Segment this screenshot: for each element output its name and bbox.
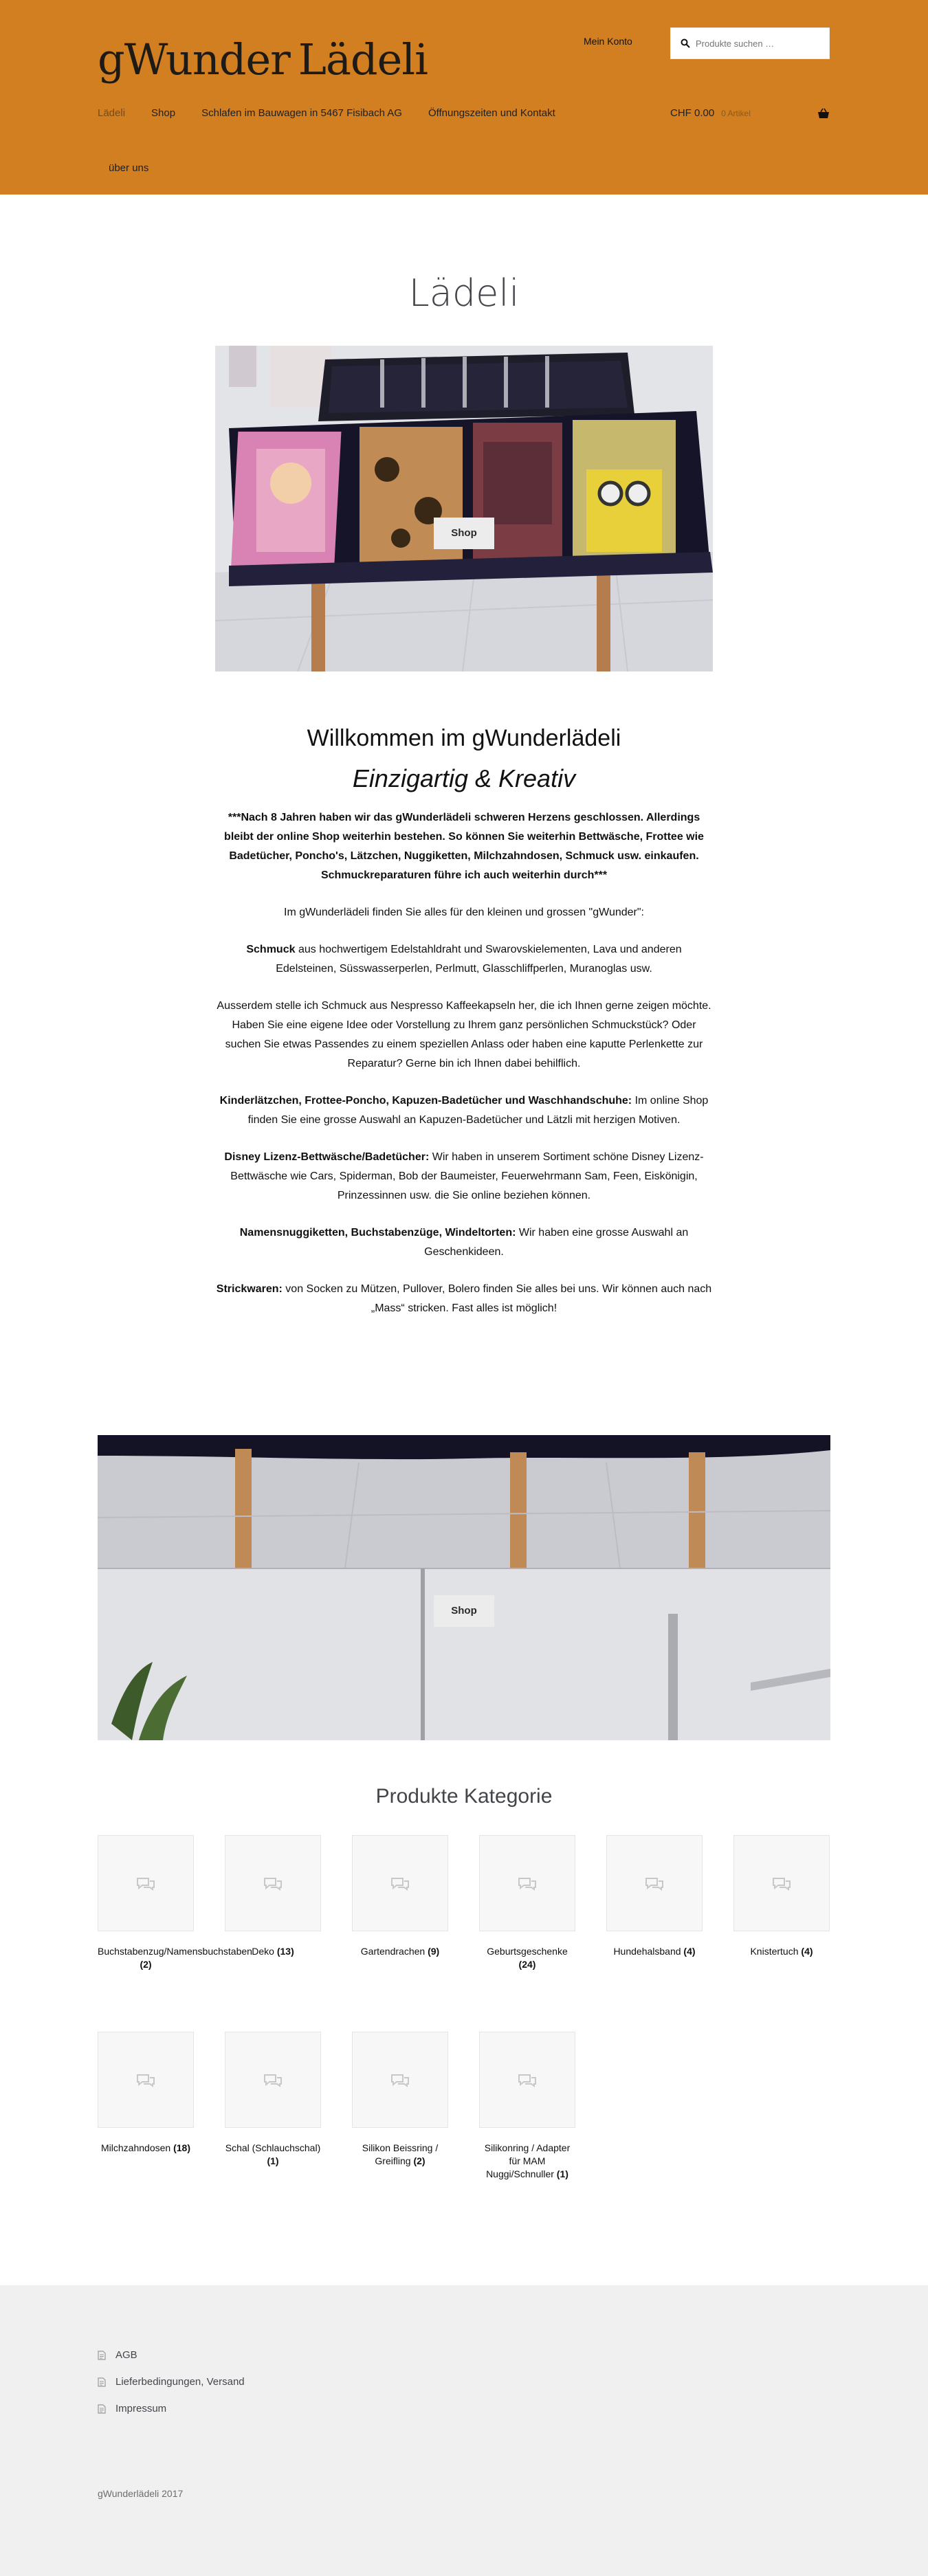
closing-notice-text: ***Nach 8 Jahren haben wir das gWunderlädeli schweren Herzens geschlossen. Allerdings bleibt der online Shop weiterhin bestehen. So können Sie weiterhin Bettwäsche, Frottee wie Badetücher, Poncho's, Lätzchen, Nuggiketten, Milchzahndosen, Schmuck usw. einkaufen. Schmuckreparaturen führe ich auch weiterhin durch*** [224, 812, 704, 881]
footer-link-label: Impressum [115, 2403, 167, 2414]
category-count: (1) [556, 2168, 568, 2179]
document-icon [98, 2404, 106, 2414]
search-icon [681, 38, 690, 48]
copyright-text: gWunderlädeli 2017 [98, 2488, 184, 2499]
category-count: (2) [140, 1959, 152, 1970]
site-header [0, 0, 928, 195]
schmuck-text: aus hochwertigem Edelstahldraht und Swarovskielementen, Lava und anderen Edelsteinen, Süsswasserperlen, Perlmutt, Glasschliffperlen, Muranoglas usw. [276, 944, 682, 975]
category-card[interactable] [479, 2032, 575, 2181]
category-name: Hundehalsband [613, 1946, 681, 1957]
schmuck-label: Schmuck [246, 944, 296, 955]
category-placeholder-image [225, 1835, 321, 1931]
placeholder-icon [517, 1875, 538, 1891]
strick-text: von Socken zu Mützen, Pullover, Bolero finden Sie alles bei uns. Wir können auch nach „Mass“ stricken. Fast alles ist möglich! [282, 1283, 712, 1314]
footer-link-agb[interactable] [98, 2349, 137, 2361]
category-placeholder-image [606, 1835, 703, 1931]
placeholder-icon [390, 1875, 410, 1891]
category-count: (13) [276, 1946, 294, 1957]
category-placeholder-image [479, 2032, 575, 2128]
category-name: Silikon Beissring / Greifling [362, 2142, 439, 2166]
welcome-section [215, 725, 713, 1336]
category-placeholder-image [733, 1835, 830, 1931]
disney-label: Disney Lizenz-Bettwäsche/Badetücher: [224, 1151, 430, 1163]
category-count: (18) [173, 2142, 190, 2153]
category-name: Silikonring / Adapter für MAM Nuggi/Schnuller [484, 2142, 571, 2179]
nuggi-text: Wir haben eine grosse Auswahl an Geschenkideen. [424, 1227, 689, 1258]
footer-link-impressum[interactable] [98, 2403, 166, 2414]
basket-icon [817, 108, 830, 119]
nespresso-paragraph: Ausserdem stelle ich Schmuck aus Nespresso Kaffeekapseln her, die ich Ihnen gerne zeigen möchte. Haben Sie eine eigene Idee oder Vorstellung zu Ihrem ganz persönlichen Schmuckstück? Oder suchen Sie etwas Passendes zu einem speziellen Anlass oder haben eine kaputte Perlenkette zur Reparatur? Gerne bin ich Ihnen dabei behilflich. [217, 1000, 711, 1069]
category-card[interactable] [98, 2032, 194, 2155]
nav-item-shop[interactable]: Shop [151, 107, 176, 119]
page-title: Lädeli [408, 271, 520, 315]
category-card[interactable] [352, 1835, 448, 1958]
placeholder-icon [517, 2072, 538, 2088]
placeholder-icon [263, 2072, 283, 2088]
category-placeholder-image [225, 2032, 321, 2128]
hero-image-shop-table [215, 346, 713, 671]
logo-text-left: gWunder [98, 34, 290, 85]
category-count: (24) [518, 1959, 536, 1970]
document-icon [98, 2377, 106, 2387]
category-name: Gartendrachen [360, 1946, 426, 1957]
category-placeholder-image [98, 2032, 194, 2128]
cart-total: CHF 0.00 [670, 107, 715, 119]
strick-paragraph [215, 1280, 713, 1318]
category-placeholder-image [98, 1835, 194, 1931]
category-card[interactable] [225, 2032, 321, 2168]
document-icon [98, 2351, 106, 2360]
nav-item-ueber-uns[interactable]: über uns [109, 162, 149, 174]
category-placeholder-image [352, 1835, 448, 1931]
category-name: Buchstabenzug/Namensbuchstaben [98, 1946, 252, 1957]
disney-text: Wir haben in unserem Sortiment schöne Disney Lizenz-Bettwäsche wie Cars, Spiderman, Bob der Baumeister, Feuerwehrmann Sam, Feen, Eiskönigin, Prinzessinnen usw. die Sie online beziehen können. [230, 1151, 704, 1201]
placeholder-icon [135, 1875, 156, 1891]
intro-text: Im gWunderlädeli finden Sie alles für den kleinen und grossen "gWunder": [284, 907, 644, 918]
closing-notice [215, 808, 713, 885]
hero-image-shop-interior [98, 1435, 830, 1740]
category-name: Deko [252, 1946, 274, 1957]
category-name: Knistertuch [750, 1946, 799, 1957]
cart-count: 0 Artikel [721, 108, 751, 118]
category-count: (1) [267, 2155, 279, 2166]
category-card[interactable] [98, 1835, 252, 1971]
placeholder-icon [644, 1875, 665, 1891]
category-count: (9) [428, 1946, 440, 1957]
welcome-heading: Willkommen im gWunderlädeli [307, 725, 621, 751]
placeholder-icon [390, 2072, 410, 2088]
category-count: (4) [683, 1946, 696, 1957]
category-placeholder-image [479, 1835, 575, 1931]
logo-text-right: Lädeli [298, 34, 428, 85]
footer-link-label: Lieferbedingungen, Versand [115, 2376, 245, 2388]
category-card[interactable] [733, 1835, 830, 1958]
footer-link-lieferbedingungen[interactable] [98, 2376, 245, 2388]
search-input[interactable] [696, 38, 826, 49]
hero2-shop-button[interactable]: Shop [434, 1595, 494, 1627]
site-logo[interactable] [98, 26, 428, 92]
kinder-paragraph [215, 1091, 713, 1130]
category-count: (2) [413, 2155, 426, 2166]
kinder-text: Im online Shop finden Sie eine grosse Auswahl an Kapuzen-Badetücher und Lätzli mit herzigen Motiven. [247, 1095, 709, 1126]
shop-table-photo [215, 346, 713, 671]
shop-interior-photo [98, 1435, 830, 1740]
category-name: Schal (Schlauchschal) [225, 2142, 321, 2153]
category-name: Milchzahndosen [101, 2142, 171, 2153]
footer-link-label: AGB [115, 2349, 137, 2361]
primary-nav [98, 107, 582, 119]
category-card[interactable] [479, 1835, 575, 1971]
category-card[interactable] [352, 2032, 448, 2168]
my-account-link[interactable]: Mein Konto [584, 36, 632, 47]
welcome-subheading: Einzigartig & Kreativ [352, 764, 576, 792]
kinder-label: Kinderlätzchen, Frottee-Poncho, Kapuzen-Badetücher und Waschhandschuhe: [219, 1095, 632, 1107]
nuggi-paragraph [215, 1223, 713, 1262]
cart-link[interactable] [670, 107, 830, 119]
category-count: (4) [801, 1946, 813, 1957]
category-card[interactable] [606, 1835, 703, 1958]
hero-shop-button[interactable]: Shop [434, 518, 494, 549]
product-search[interactable] [670, 27, 830, 59]
placeholder-icon [771, 1875, 792, 1891]
nuggi-label: Namensnuggiketten, Buchstabenzüge, Windeltorten: [239, 1227, 516, 1239]
placeholder-icon [135, 2072, 156, 2088]
nav-item-bauwagen[interactable]: Schlafen im Bauwagen in 5467 Fisibach AG [201, 107, 402, 119]
category-card[interactable] [225, 1835, 321, 1958]
nav-item-laedeli[interactable]: Lädeli [98, 107, 126, 119]
strick-label: Strickwaren: [216, 1283, 283, 1295]
placeholder-icon [263, 1875, 283, 1891]
disney-paragraph [215, 1148, 713, 1206]
nav-item-oeffnungszeiten[interactable]: Öffnungszeiten und Kontakt [428, 107, 555, 119]
categories-title: Produkte Kategorie [375, 1785, 553, 1808]
schmuck-paragraph [215, 940, 713, 979]
category-name: Geburtsgeschenke [487, 1946, 568, 1957]
site-footer [0, 2285, 928, 2576]
category-placeholder-image [352, 2032, 448, 2128]
